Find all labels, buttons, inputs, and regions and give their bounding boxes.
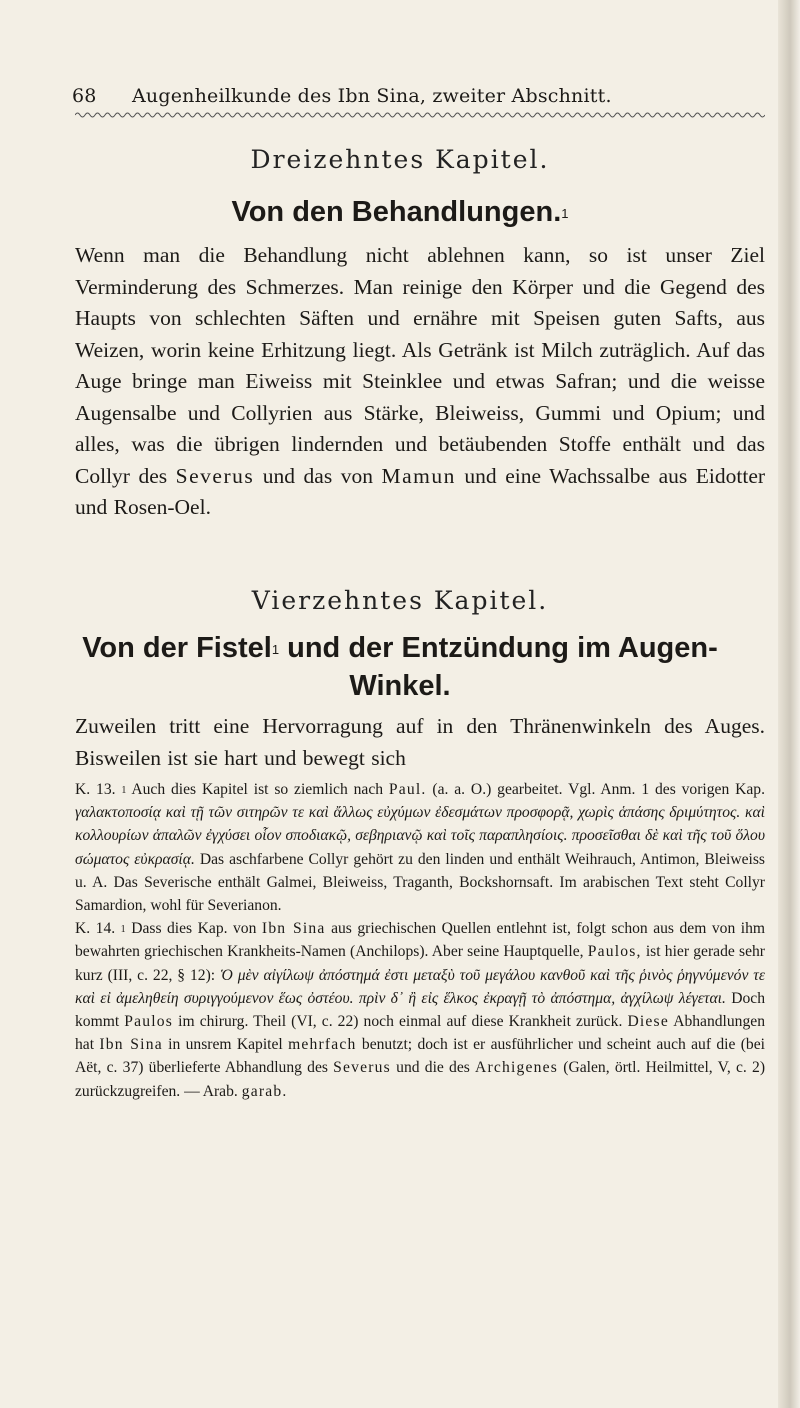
person-name: Paulos — [124, 1013, 174, 1031]
person-name: Ibn Sina — [99, 1036, 163, 1054]
chapter-14-heading: Vierzehntes Kapitel. — [251, 586, 549, 615]
footnote-marker: 1 — [561, 206, 569, 221]
body-text: Wenn man die Behandlung nicht ablehnen kann, so ist unser Ziel Verminderung des Schmerzes. Man reinige den Körper und die Gegend des Haupts von schlechten Säften und ernähre mit Speisen guten Safts, aus Weizen, worin keine Erhitzung liegt. Als Getränk ist Milch zuträglich. Auf das Auge bringe man Eiweiss mit Steinklee und etwas Safran; und die weisse Augensalbe und Collyrien aus Stärke, Bleiweiss, Gummi und Opium; und alles, was die übrigen lindernden und betäubenden Stoffe enthält und das Collyr des — [75, 243, 765, 488]
footnote-text: ist hier gerade sehr kurz (III, c. 22, § 12): — [75, 943, 765, 984]
footnote-14 — [75, 917, 765, 1103]
chapter-13-title — [62, 193, 738, 231]
footnote-text: Doch kommt — [75, 989, 765, 1031]
running-title: Augenheilkunde des Ibn Sina, zweiter Abschnitt. — [132, 85, 612, 107]
body-text: und das von — [262, 463, 373, 488]
footnote-text: Das aschfarbene Collyr gehört zu den linden und enthält Weihrauch, Antimon, Bleiweiss u. A. Das Severische enthält Galmei, Bleiweiss, Traganth, Bockshornsaft. Im arabischen Text steht Collyr Samardion, wohl für Severianon. — [75, 850, 765, 915]
page-number: 68 — [72, 85, 97, 107]
chapter-14-title-b: und der Entzündung im Augen-Winkel. — [287, 632, 718, 702]
emphasis: Diese — [627, 1013, 669, 1031]
chapter-13-heading: Dreizehntes Kapitel. — [250, 145, 550, 174]
footnote-text: (a. a. O.) gearbeitet. Vgl. Anm. 1 des vorigen Kap. — [432, 781, 765, 798]
chapter-13-body — [75, 240, 765, 524]
footnote-text: (Galen, örtl. Heilmittel, V, c. 2) zurückzugreifen. — Arab. — [75, 1059, 766, 1100]
chapter-14-title-a: Von der Fistel — [82, 632, 272, 664]
person-name: Archigenes — [475, 1059, 559, 1077]
footnote-13 — [75, 778, 765, 917]
footnote-label: K. 14. — [75, 920, 116, 938]
arabic-term: garab. — [241, 1082, 288, 1100]
person-name: Paul. — [388, 781, 427, 798]
footnote-text: aus griechischen Quellen entlehnt ist, folgt schon aus dem von ihm bewahrten griechischen Krankheits-Namen (Anchilops). Aber seine Hauptquelle, — [75, 920, 766, 961]
footnote-marker: 1 — [121, 785, 127, 796]
person-name: Mamun — [381, 463, 456, 488]
body-text: und eine Wachssalbe aus Eidotter und Rosen-Oel. — [75, 463, 766, 519]
greek-quotation: Ὁ μὲν αἰγίλωψ ἀπόστημά ἐστι μεταξὺ τοῦ μεγάλου κανθοῦ καὶ τῆς ῥινὸς ῥηγνύμενόν τε καὶ εἰ ἀμεληθείη συριγγούμενον ἕως ὀστέου. πρὶν δ᾽ ἢ εἰς ἕλκος ἐκραγῇ τὸ ἀπόστημα, ἀγχίλωψ λέγεται. — [75, 966, 765, 1007]
page-edge — [778, 0, 800, 1408]
footnote-label: K. 13. — [75, 781, 116, 798]
footnote-text: Abhandlungen hat — [75, 1013, 765, 1054]
person-name: Severus — [175, 463, 255, 488]
person-name: Severus — [333, 1059, 391, 1077]
chapter-14-body: Zuweilen tritt eine Hervorragung auf in den Thränenwinkeln des Auges. Bisweilen ist sie hart und bewegt sich — [75, 714, 765, 770]
chapter-14-title — [62, 629, 738, 705]
footnote-text: Auch dies Kapitel ist so ziemlich nach — [131, 781, 384, 798]
wavy-rule — [75, 111, 765, 119]
footnote-text: und die des — [396, 1059, 470, 1077]
footnote-text: Dass dies Kap. von — [131, 920, 257, 938]
running-header — [72, 85, 772, 107]
footnotes — [75, 778, 765, 1103]
footnote-marker: 1 — [120, 924, 126, 936]
greek-quotation: γαλακτοποσίᾳ καὶ τῇ τῶν σιτηρῶν τε καὶ ἄλλως εὐχύμων ἐδεσμάτων προσφορᾷ, χωρὶς ἁπάσης δριμύτητος. καὶ κολλουρίων ἁπαλῶν ἐγχύσει οἷον σποδιακῷ, σεβηριανῷ καὶ τοῖς παραπλησίοις. προσεῖσθαι δὲ καὶ τῆς τοῦ ὅλου σώματος εὐκρασίᾳ. — [75, 804, 765, 868]
person-name: Ibn Sina — [261, 920, 326, 938]
footnote-text: benutzt; doch ist er ausführlicher und scheint auch auf die (bei Aët, c. 37) überlieferte Abhandlung des — [75, 1036, 765, 1077]
chapter-13-title-text: Von den Behandlungen. — [231, 196, 562, 228]
footnote-text: im chirurg. Theil (VI, c. 22) noch einmal auf diese Krankheit zurück. — [178, 1013, 623, 1031]
person-name: Paulos, — [587, 943, 642, 961]
footnote-marker: 1 — [271, 642, 280, 657]
footnote-text: in unsrem Kapitel — [168, 1036, 283, 1054]
emphasis: mehrfach — [288, 1036, 357, 1054]
